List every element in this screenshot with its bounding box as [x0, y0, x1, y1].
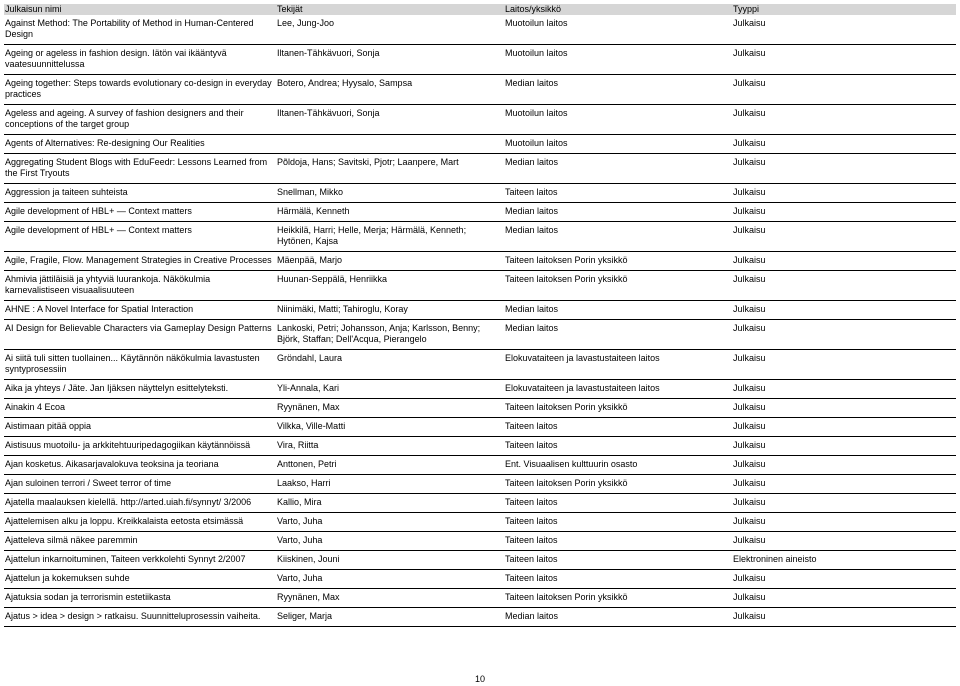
row-authors: Ryynänen, Max	[277, 592, 340, 602]
table-row	[4, 301, 956, 320]
row-department: Taiteen laitoksen Porin yksikkö	[505, 274, 628, 284]
row-department: Taiteen laitoksen Porin yksikkö	[505, 255, 628, 265]
row-type: Julkaisu	[733, 459, 766, 469]
row-department: Taiteen laitos	[505, 554, 558, 564]
table-row	[4, 45, 956, 75]
row-title: Ageing together: Steps towards evolutionary co-design in everyday practices	[5, 78, 272, 99]
row-authors: Anttonen, Petri	[277, 459, 337, 469]
row-type: Julkaisu	[733, 304, 766, 314]
row-type: Julkaisu	[733, 138, 766, 148]
row-type: Julkaisu	[733, 402, 766, 412]
row-type: Julkaisu	[733, 255, 766, 265]
header-title: Julkaisun nimi	[5, 4, 62, 14]
row-type: Julkaisu	[733, 206, 766, 216]
row-authors: Lee, Jung-Joo	[277, 18, 335, 28]
row-type: Julkaisu	[733, 421, 766, 431]
row-type: Julkaisu	[733, 383, 766, 393]
table-row	[4, 418, 956, 437]
row-department: Taiteen laitoksen Porin yksikkö	[505, 592, 628, 602]
row-authors: Yli-Annala, Kari	[277, 383, 340, 393]
table-row	[4, 551, 956, 570]
row-title: Agents of Alternatives: Re-designing Our Realities	[5, 138, 205, 148]
row-type: Julkaisu	[733, 592, 766, 602]
row-title: Ajatteleva silmä näkee paremmin	[5, 535, 138, 545]
row-department: Taiteen laitos	[505, 497, 558, 507]
table-row	[4, 380, 956, 399]
table-row	[4, 589, 956, 608]
row-type: Elektroninen aineisto	[733, 554, 817, 564]
table-row	[4, 532, 956, 551]
table-row	[4, 154, 956, 184]
row-department: Median laitos	[505, 304, 559, 314]
row-authors: Mäenpää, Marjo	[277, 255, 343, 265]
row-department: Median laitos	[505, 225, 559, 235]
row-authors: Varto, Juha	[277, 516, 323, 526]
row-title: Ageing or ageless in fashion design. Iätön vai ikääntyvä vaatesuunnittelussa	[5, 48, 227, 69]
header-authors: Tekijät	[277, 4, 303, 14]
row-authors: Varto, Juha	[277, 535, 323, 545]
row-department: Taiteen laitos	[505, 421, 558, 431]
row-type: Julkaisu	[733, 516, 766, 526]
table-row	[4, 135, 956, 154]
row-title: Aika ja yhteys / Jäte. Jan Ijäksen näyttelyn esittelyteksti.	[5, 383, 229, 393]
row-title: Ai siitä tuli sitten tuollainen... Käytännön näkökulmia lavastusten syntyprosessiin	[5, 353, 260, 374]
table-row	[4, 570, 956, 589]
row-authors: Botero, Andrea; Hyysalo, Sampsa	[277, 78, 413, 88]
row-type: Julkaisu	[733, 478, 766, 488]
row-department: Median laitos	[505, 206, 559, 216]
row-type: Julkaisu	[733, 225, 766, 235]
row-authors: Härmälä, Kenneth	[277, 206, 350, 216]
row-authors: Heikkilä, Harri; Helle, Merja; Härmälä, Kenneth; Hytönen, Kajsa	[277, 225, 467, 246]
row-type: Julkaisu	[733, 108, 766, 118]
row-authors: Iltanen-Tähkävuori, Sonja	[277, 48, 380, 58]
row-type: Julkaisu	[733, 157, 766, 167]
row-type: Julkaisu	[733, 18, 766, 28]
table-row	[4, 494, 956, 513]
row-title: Ajattelun ja kokemuksen suhde	[5, 573, 130, 583]
table-row	[4, 437, 956, 456]
row-department: Ent. Visuaalisen kulttuurin osasto	[505, 459, 638, 469]
row-title: Aggression ja taiteen suhteista	[5, 187, 128, 197]
row-type: Julkaisu	[733, 187, 766, 197]
row-type: Julkaisu	[733, 48, 766, 58]
row-department: Taiteen laitos	[505, 440, 558, 450]
table-row	[4, 513, 956, 532]
row-department: Median laitos	[505, 611, 559, 621]
row-type: Julkaisu	[733, 440, 766, 450]
row-title: Ajan suloinen terrori / Sweet terror of time	[5, 478, 172, 488]
row-title: Aistimaan pitää oppia	[5, 421, 92, 431]
header-type: Tyyppi	[733, 4, 760, 14]
row-department: Muotoilun laitos	[505, 108, 568, 118]
table-row	[4, 456, 956, 475]
row-authors: Seliger, Marja	[277, 611, 333, 621]
row-authors: Põldoja, Hans; Savitski, Pjotr; Laanpere, Mart	[277, 157, 459, 167]
row-authors: Kallio, Mira	[277, 497, 322, 507]
row-department: Elokuvataiteen ja lavastustaiteen laitos	[505, 353, 660, 363]
row-type: Julkaisu	[733, 78, 766, 88]
row-type: Julkaisu	[733, 611, 766, 621]
row-title: Ahmivia jättiläisiä ja yhtyviä luurankoja. Näkökulmia karnevalistiseen visuaalisuuteen	[5, 274, 211, 295]
table-row	[4, 350, 956, 380]
row-department: Median laitos	[505, 157, 559, 167]
row-department: Median laitos	[505, 323, 559, 333]
row-title: AHNE : A Novel Interface for Spatial Interaction	[5, 304, 194, 314]
row-title: AI Design for Believable Characters via Gameplay Design Patterns	[5, 323, 272, 333]
table-row	[4, 252, 956, 271]
row-department: Taiteen laitos	[505, 573, 558, 583]
row-department: Elokuvataiteen ja lavastustaiteen laitos	[505, 383, 660, 393]
row-title: Ainakin 4 Ecoa	[5, 402, 66, 412]
row-department: Taiteen laitos	[505, 187, 558, 197]
row-authors: Vira, Riitta	[277, 440, 319, 450]
row-authors: Niinimäki, Matti; Tahiroglu, Koray	[277, 304, 408, 314]
table-row	[4, 475, 956, 494]
row-authors	[276, 138, 504, 149]
row-authors: Kiiskinen, Jouni	[277, 554, 340, 564]
row-type: Julkaisu	[733, 497, 766, 507]
row-type: Julkaisu	[733, 573, 766, 583]
row-department: Taiteen laitoksen Porin yksikkö	[505, 478, 628, 488]
table-row	[4, 105, 956, 135]
row-type: Julkaisu	[733, 353, 766, 363]
row-type: Julkaisu	[733, 274, 766, 284]
row-title: Ajatus > idea > design > ratkaisu. Suunnitteluprosessin vaiheita.	[5, 611, 261, 621]
row-title: Aggregating Student Blogs with EduFeedr: Lessons Learned from the First Tryouts	[5, 157, 268, 178]
table-row	[4, 75, 956, 105]
table-row	[4, 399, 956, 418]
row-authors: Lankoski, Petri; Johansson, Anja; Karlsson, Benny; Björk, Staffan; Dell'Acqua, Pierangelo	[277, 323, 481, 344]
table-row	[4, 184, 956, 203]
table-row	[4, 608, 956, 627]
row-title: Agile, Fragile, Flow. Management Strategies in Creative Processes	[5, 255, 272, 265]
table-row	[4, 203, 956, 222]
row-authors: Varto, Juha	[277, 573, 323, 583]
table-row	[4, 271, 956, 301]
row-authors: Vilkka, Ville-Matti	[277, 421, 346, 431]
row-title: Agile development of HBL+ — Context matters	[5, 225, 192, 235]
row-title: Ajan kosketus. Aikasarjavalokuva teoksina ja teoriana	[5, 459, 219, 469]
row-type: Julkaisu	[733, 535, 766, 545]
row-title: Ajattelemisen alku ja loppu. Kreikkalaista eetosta etsimässä	[5, 516, 244, 526]
table-row	[4, 222, 956, 252]
row-title: Agile development of HBL+ — Context matters	[5, 206, 192, 216]
table-header	[4, 4, 956, 15]
row-title: Aistisuus muotoilu- ja arkkitehtuuripedagogiikan käytännöissä	[5, 440, 251, 450]
row-department: Median laitos	[505, 78, 559, 88]
row-department: Muotoilun laitos	[505, 48, 568, 58]
row-title: Ajatella maalauksen kielellä. http://arted.uiah.fi/synnyt/ 3/2006	[5, 497, 252, 507]
row-department: Taiteen laitoksen Porin yksikkö	[505, 402, 628, 412]
row-authors: Gröndahl, Laura	[277, 353, 343, 363]
row-title: Ajatuksia sodan ja terrorismin estetiikasta	[5, 592, 171, 602]
publications-table	[4, 4, 956, 627]
row-authors: Huunan-Seppälä, Henriikka	[277, 274, 388, 284]
row-title: Ajattelun inkarnoituminen, Taiteen verkkolehti Synnyt 2/2007	[5, 554, 246, 564]
row-department: Muotoilun laitos	[505, 138, 568, 148]
table-row	[4, 320, 956, 350]
row-type: Julkaisu	[733, 323, 766, 333]
row-title: Against Method: The Portability of Method in Human-Centered Design	[5, 18, 254, 39]
row-department: Taiteen laitos	[505, 535, 558, 545]
row-authors: Snellman, Mikko	[277, 187, 344, 197]
row-department: Taiteen laitos	[505, 516, 558, 526]
header-department: Laitos/yksikkö	[505, 4, 562, 14]
table-row	[4, 15, 956, 45]
row-department: Muotoilun laitos	[505, 18, 568, 28]
page-number: 10	[474, 674, 485, 684]
row-authors: Iltanen-Tähkävuori, Sonja	[277, 108, 380, 118]
row-title: Ageless and ageing. A survey of fashion designers and their conceptions of the target group	[5, 108, 244, 129]
table-body	[4, 15, 956, 627]
row-authors: Ryynänen, Max	[277, 402, 340, 412]
row-authors: Laakso, Harri	[277, 478, 331, 488]
